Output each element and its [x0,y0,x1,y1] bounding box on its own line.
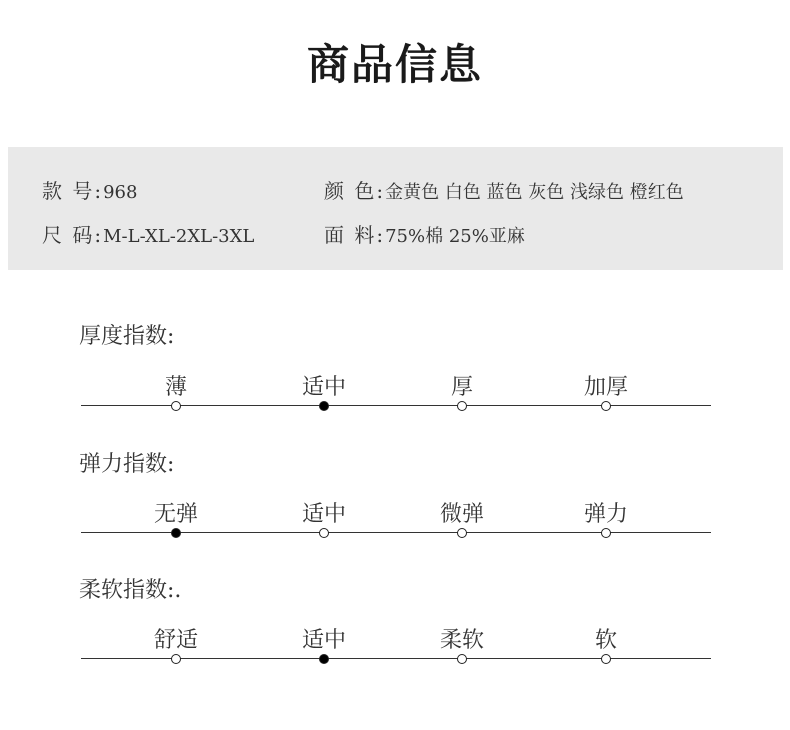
color-row [324,175,684,204]
thickness-marker-dot [319,401,329,411]
elasticity-option-label: 无弹 [153,502,198,527]
elasticity-marker-dot [319,528,329,538]
fabric-label: 面 料: [324,223,386,247]
thickness-scale [81,370,711,430]
size-row [42,219,254,248]
product-info-panel [8,147,783,270]
fabric-row [324,219,525,248]
thickness-option-label: 加厚 [583,375,628,400]
thickness-option-label: 厚 [450,375,473,400]
thickness-marker-dot [171,401,181,411]
color-label: 颜 色: [324,179,386,203]
page-title: 商品信息 [306,40,483,89]
elasticity-marker-dot [171,528,181,538]
style-number-row [42,175,137,204]
thickness-option-label: 适中 [301,375,346,400]
softness-option-label: 适中 [301,628,346,653]
softness-option-label: 舒适 [153,628,198,653]
fabric-value: 75%棉 25%亚麻 [385,226,525,247]
softness-marker-dot [601,654,611,664]
softness-index-title: 柔软指数:. [79,578,182,603]
elasticity-marker-dot [457,528,467,538]
thickness-marker-dot [601,401,611,411]
style-number-value: 968 [103,182,138,203]
elasticity-marker-dot [601,528,611,538]
style-number-label: 款 号: [42,179,104,203]
softness-scale [81,623,711,683]
elasticity-option-label: 微弹 [439,502,484,527]
size-label: 尺 码: [42,223,104,247]
color-value: 金黄色 白色 蓝色 灰色 浅绿色 橙红色 [385,182,684,203]
elasticity-option-label: 弹力 [583,502,628,527]
elasticity-option-label: 适中 [301,502,346,527]
softness-marker-dot [319,654,329,664]
size-value: M-L-XL-2XL-3XL [103,226,255,247]
thickness-index-title: 厚度指数: [79,324,175,349]
thickness-option-label: 薄 [164,375,187,400]
softness-option-label: 软 [594,628,617,653]
softness-option-label: 柔软 [439,628,484,653]
elasticity-index-title: 弹力指数: [79,452,175,477]
thickness-marker-dot [457,401,467,411]
softness-marker-dot [171,654,181,664]
softness-marker-dot [457,654,467,664]
elasticity-scale [81,497,711,557]
